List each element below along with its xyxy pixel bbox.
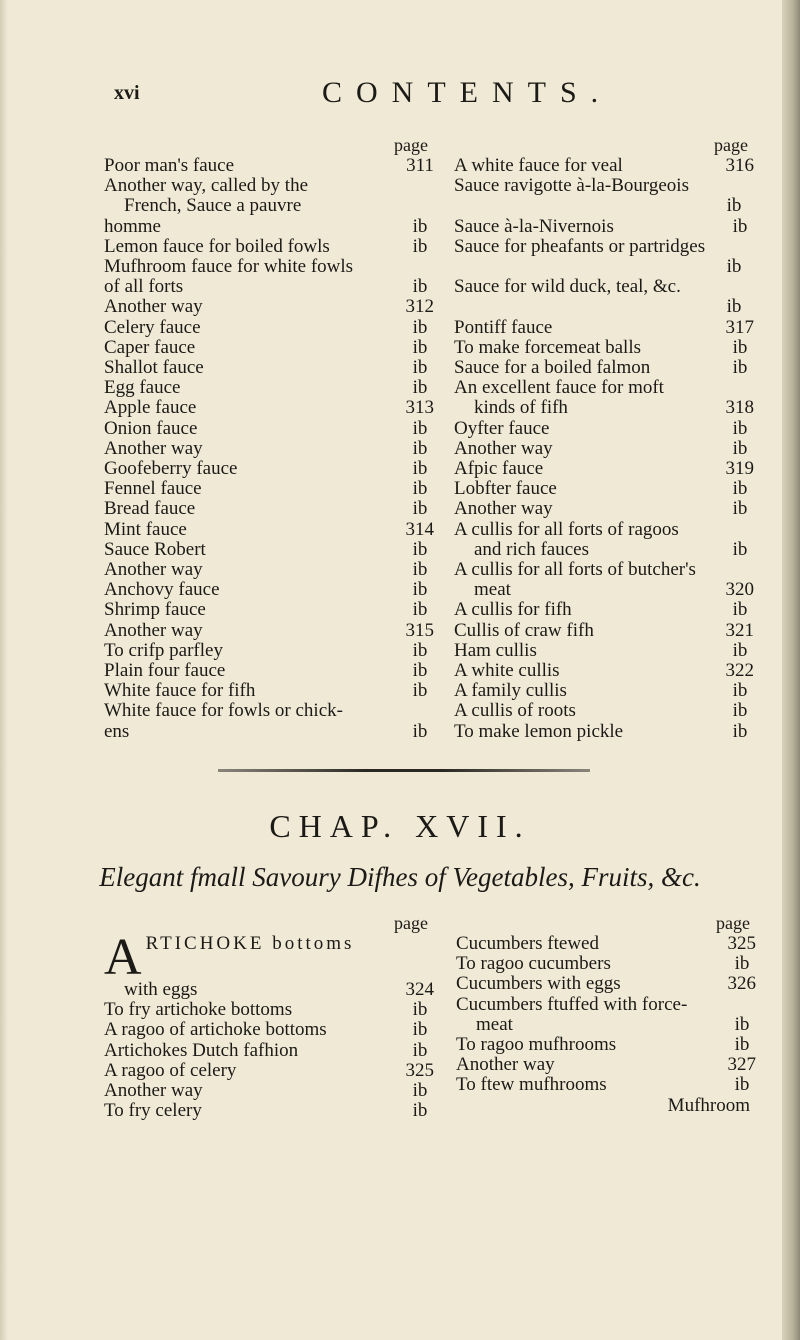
- entry-title: homme: [104, 215, 161, 237]
- entry-title: Shallot fauce: [104, 357, 204, 379]
- entry-title: Mint fauce: [104, 518, 187, 540]
- entry-title: Another way, called by the: [104, 175, 308, 197]
- contents-entry: [104, 196, 434, 216]
- contents-entry: [104, 520, 434, 540]
- contents-entry: [104, 479, 434, 499]
- contents-entry: [104, 217, 434, 237]
- entry-title: Onion fauce: [104, 417, 198, 439]
- entry-title: and rich fauces: [474, 538, 589, 560]
- running-head: CONTENTS.: [322, 76, 613, 109]
- contents-list: [104, 156, 434, 742]
- entry-page-ref: ib: [734, 1034, 750, 1056]
- entry-page-ref: 322: [725, 660, 754, 682]
- entry-title: A ragoo of artichoke bottoms: [104, 1019, 327, 1041]
- contents-entry: [104, 419, 434, 439]
- entry-title: A family cullis: [454, 680, 567, 702]
- entry-page-ref: ib: [412, 377, 428, 399]
- entry-title: Another way: [104, 296, 203, 318]
- contents-entry: [104, 661, 434, 681]
- entry-title: Another way: [104, 559, 203, 581]
- entry-title: To fry artichoke bottoms: [104, 999, 293, 1021]
- entry-page-ref: ib: [734, 1013, 750, 1035]
- entry-page-ref: [406, 701, 434, 721]
- entry-page-ref: 311: [406, 155, 434, 176]
- entry-page-ref: ib: [412, 478, 428, 500]
- entry-page-ref: 315: [405, 619, 434, 641]
- entry-title: White fauce for fifh: [104, 680, 256, 702]
- contents-entry: [454, 479, 754, 499]
- contents-entry: [454, 580, 754, 600]
- entry-page-ref: ib: [412, 579, 428, 601]
- contents-entry: [104, 378, 434, 398]
- entry-page-ref: ib: [412, 660, 428, 682]
- contents-entry: [104, 560, 434, 580]
- entry-title: Another way: [104, 437, 203, 459]
- contents-entry: [456, 1035, 756, 1055]
- entry-title: Apple fauce: [104, 397, 197, 419]
- entry-page-ref: ib: [412, 680, 428, 702]
- contents-entry: [104, 237, 434, 257]
- contents-entry: [454, 217, 754, 237]
- page-header: [0, 76, 800, 116]
- entry-title: To crifp parfley: [104, 639, 223, 661]
- entry-title: Another way: [456, 1054, 555, 1076]
- entry-page-ref: ib: [412, 357, 428, 379]
- entry-title: French, Sauce a pauvre: [124, 195, 302, 217]
- contents-entry: [454, 156, 754, 176]
- entry-title: RTICHOKE bottoms: [145, 933, 355, 954]
- entry-page-ref: ib: [732, 700, 748, 722]
- entry-title: Goofeberry fauce: [104, 458, 238, 480]
- entry-page-ref: [406, 257, 434, 277]
- page-column-heading: page: [394, 913, 428, 933]
- entry-page-ref: ib: [726, 296, 742, 318]
- contents-entry: [104, 297, 434, 317]
- contents-entry: [454, 661, 754, 681]
- entry-page-ref: ib: [732, 437, 748, 459]
- contents-entry: [454, 338, 754, 358]
- entry-title: Egg fauce: [104, 377, 181, 399]
- contents-entry: [456, 934, 756, 954]
- entry-title: Sauce for pheafants or partridges: [454, 235, 706, 257]
- entry-page-ref: ib: [726, 195, 742, 217]
- contents-entry: [104, 621, 434, 641]
- entry-page-ref: [726, 520, 754, 540]
- entry-page-ref: [726, 176, 754, 196]
- contents-entry: [104, 318, 434, 338]
- entry-page-ref: ib: [732, 680, 748, 702]
- entry-page-ref: ib: [732, 720, 748, 742]
- contents-entry: [104, 398, 434, 418]
- entry-page-ref: [726, 378, 754, 398]
- contents-list: [454, 156, 754, 742]
- contents-entry: [454, 257, 754, 277]
- contents-entry: [456, 1075, 756, 1095]
- contents-entry: [104, 156, 434, 176]
- contents-entry: [454, 459, 754, 479]
- contents-entry: [104, 459, 434, 479]
- contents-entry: [104, 1020, 434, 1040]
- contents-entry: [454, 297, 754, 317]
- entry-page-ref: 321: [725, 619, 754, 641]
- contents-list: [456, 934, 756, 1116]
- contents-entry: [454, 196, 754, 216]
- entry-title: Sauce Robert: [104, 538, 206, 560]
- entry-page-ref: ib: [412, 599, 428, 621]
- contents-entry: [104, 701, 434, 721]
- entry-page-ref: 327: [727, 1054, 756, 1076]
- entry-page-ref: ib: [732, 478, 748, 500]
- entry-title: Sauce à-la-Nivernois: [454, 215, 614, 237]
- entry-page-ref: [406, 176, 434, 196]
- entry-title: Artichokes Dutch fafhion: [104, 1039, 299, 1061]
- contents-entry: [104, 338, 434, 358]
- entry-title: Bread fauce: [104, 498, 196, 520]
- entry-page-ref: ib: [732, 357, 748, 379]
- contents-entry: [454, 560, 754, 580]
- contents-entry: [104, 980, 434, 1000]
- entry-title: Cucumbers ftewed: [456, 933, 599, 954]
- entry-title: Oyfter fauce: [454, 417, 550, 439]
- contents-entry: [454, 358, 754, 378]
- entry-title: White fauce for fowls or chick-: [104, 700, 343, 722]
- entry-title: A white fauce for veal: [454, 155, 623, 176]
- entry-title: A white cullis: [454, 660, 560, 682]
- entry-title: A cullis of roots: [454, 700, 576, 722]
- contents-entry: [454, 701, 754, 721]
- contents-list: [104, 980, 434, 1121]
- entry-page-ref: ib: [412, 215, 428, 237]
- contents-entry: [104, 1000, 434, 1020]
- entry-page-ref: 319: [725, 458, 754, 480]
- entry-page-ref: Mufhroom: [667, 1094, 750, 1116]
- contents-entry: [454, 540, 754, 560]
- entry-page-ref: 316: [725, 155, 754, 176]
- entry-page-ref: ib: [412, 1039, 428, 1061]
- entry-page-ref: ib: [412, 1019, 428, 1041]
- entry-title: Another way: [104, 1080, 203, 1102]
- contents-entry: [456, 1096, 756, 1116]
- contents-entry: [454, 722, 754, 742]
- entry-page-ref: [728, 995, 756, 1015]
- contents-entry: [454, 439, 754, 459]
- entry-page-ref: ib: [412, 417, 428, 439]
- entry-title: meat: [474, 579, 511, 601]
- entry-title: To ragoo mufhrooms: [456, 1034, 617, 1056]
- contents-entry: [104, 1101, 434, 1121]
- entry-page-ref: ib: [412, 437, 428, 459]
- entry-page-ref: ib: [412, 316, 428, 338]
- entry-page-ref: ib: [412, 538, 428, 560]
- entry-title: Another way: [454, 437, 553, 459]
- entry-page-ref: [406, 196, 434, 216]
- entry-title: Caper fauce: [104, 336, 196, 358]
- contents-entry: [104, 257, 434, 277]
- contents-bottom-left-column: [104, 914, 434, 1121]
- contents-entry: [456, 1015, 756, 1035]
- contents-entry: [454, 499, 754, 519]
- contents-entry: [456, 954, 756, 974]
- entry-page-ref: ib: [412, 1100, 428, 1122]
- entry-page-ref: ib: [732, 639, 748, 661]
- contents-entry: [454, 621, 754, 641]
- contents-entry: [104, 641, 434, 661]
- entry-page-ref: ib: [412, 458, 428, 480]
- entry-title: Another way: [454, 498, 553, 520]
- entry-page-ref: ib: [412, 336, 428, 358]
- entry-page-ref: 318: [725, 397, 754, 419]
- entry-page-ref: ib: [412, 1080, 428, 1102]
- entry-title: Sauce for wild duck, teal, &c.: [454, 276, 681, 298]
- contents-entry: [454, 681, 754, 701]
- entry-title: Lemon fauce for boiled fowls: [104, 235, 330, 257]
- entry-page-ref: ib: [412, 999, 428, 1021]
- entry-title: Afpic fauce: [454, 458, 544, 480]
- entry-title: Pontiff fauce: [454, 316, 553, 338]
- contents-entry: [104, 722, 434, 742]
- page-binding-edge: [782, 0, 800, 1340]
- entry-page-ref: ib: [732, 538, 748, 560]
- page-column-heading: page: [716, 913, 750, 933]
- contents-entry: [454, 277, 754, 297]
- entry-page-ref: 325: [405, 1059, 434, 1081]
- entry-title: A cullis for fifh: [454, 599, 572, 621]
- entry-page-ref: 325: [727, 933, 756, 954]
- contents-entry: [454, 237, 754, 257]
- contents-entry: [104, 580, 434, 600]
- entry-title: kinds of fifh: [474, 397, 568, 419]
- contents-entry: [454, 600, 754, 620]
- entry-page-ref: ib: [726, 256, 742, 278]
- section-divider-rule: [218, 769, 590, 772]
- contents-entry: [456, 995, 756, 1015]
- contents-top-left-column: [104, 136, 434, 742]
- entry-title: To make lemon pickle: [454, 720, 624, 742]
- chapter-title: CHAP. XVII.: [269, 808, 531, 844]
- entry-title: Fennel fauce: [104, 478, 202, 500]
- contents-entry: [454, 520, 754, 540]
- entry-title: To ftew mufhrooms: [456, 1074, 607, 1096]
- entry-page-ref: ib: [732, 599, 748, 621]
- entry-title: of all forts: [104, 276, 184, 298]
- entry-page-ref: ib: [412, 720, 428, 742]
- contents-entry: [104, 1081, 434, 1101]
- entry-page-ref: 320: [725, 579, 754, 601]
- entry-title: A cullis for all forts of butcher's: [454, 559, 696, 581]
- page-column-heading: page: [714, 135, 748, 155]
- contents-entry: [104, 600, 434, 620]
- entry-title: meat: [476, 1013, 513, 1035]
- contents-entry: [456, 1055, 756, 1075]
- entry-title: Another way: [104, 619, 203, 641]
- chapter-subtitle: Elegant fmall Savoury Difhes of Vegetables, Fruits, &c.: [99, 862, 701, 892]
- page-number: xvi: [114, 82, 140, 104]
- contents-entry: [454, 641, 754, 661]
- entry-page-ref: ib: [734, 1074, 750, 1096]
- contents-entry: [104, 439, 434, 459]
- entry-title: Lobfter fauce: [454, 478, 557, 500]
- entry-page-ref: [726, 237, 754, 257]
- contents-bottom-right-column: [456, 914, 756, 1116]
- entry-page-ref: 312: [405, 296, 434, 318]
- entry-page-ref: 313: [405, 397, 434, 419]
- entry-page-ref: ib: [412, 235, 428, 257]
- contents-entry: [454, 318, 754, 338]
- entry-title: Ham cullis: [454, 639, 537, 661]
- entry-title: ens: [104, 720, 130, 742]
- entry-title: To ragoo cucumbers: [456, 953, 611, 975]
- entry-title: To make forcemeat balls: [454, 336, 642, 358]
- entry-page-ref: 326: [727, 973, 756, 995]
- page-column-heading: page: [394, 135, 428, 155]
- entry-title: Anchovy fauce: [104, 579, 220, 601]
- entry-page-ref: ib: [732, 498, 748, 520]
- entry-page-ref: ib: [412, 559, 428, 581]
- entry-title: Celery fauce: [104, 316, 201, 338]
- contents-entry: [104, 277, 434, 297]
- entry-title: To fry celery: [104, 1100, 202, 1122]
- contents-entry: [104, 176, 434, 196]
- contents-entry: [454, 398, 754, 418]
- entry-title: Sauce for a boiled falmon: [454, 357, 651, 379]
- entry-page-ref: ib: [734, 953, 750, 975]
- entry-page-ref: [726, 277, 754, 297]
- entry-page-ref: ib: [412, 276, 428, 298]
- drop-cap: A: [104, 929, 142, 986]
- entry-page-ref: 314: [405, 518, 434, 540]
- page-left-edge: [0, 0, 8, 1340]
- first-entry: [104, 929, 434, 986]
- entry-title: Shrimp fauce: [104, 599, 206, 621]
- entry-title: A cullis for all forts of ragoos: [454, 518, 679, 540]
- contents-entry: [454, 378, 754, 398]
- contents-entry: [104, 499, 434, 519]
- contents-entry: [104, 681, 434, 701]
- entry-title: Poor man's fauce: [104, 155, 235, 176]
- entry-page-ref: ib: [412, 498, 428, 520]
- entry-page-ref: ib: [412, 639, 428, 661]
- contents-entry: [104, 358, 434, 378]
- contents-entry: [104, 540, 434, 560]
- entry-title: An excellent fauce for moft: [454, 377, 664, 399]
- entry-page-ref: ib: [732, 215, 748, 237]
- entry-title: Mufhroom fauce for white fowls: [104, 256, 354, 278]
- contents-entry: [454, 176, 754, 196]
- entry-title: Plain four fauce: [104, 660, 226, 682]
- contents-entry: [456, 974, 756, 994]
- entry-title: Sauce ravigotte à-la-Bourgeois: [454, 175, 689, 197]
- contents-entry: [104, 1041, 434, 1061]
- entry-page-ref: ib: [732, 417, 748, 439]
- entry-title: Cullis of craw fifh: [454, 619, 594, 641]
- entry-title: A ragoo of celery: [104, 1059, 237, 1081]
- entry-page-ref: ib: [732, 336, 748, 358]
- entry-page-ref: [726, 560, 754, 580]
- entry-title: with eggs: [124, 979, 198, 1000]
- contents-top-right-column: [454, 136, 754, 742]
- entry-page-ref: 317: [725, 316, 754, 338]
- entry-page-ref: 324: [405, 979, 434, 1000]
- contents-entry: [454, 419, 754, 439]
- entry-title: Cucumbers ftuffed with force-: [456, 993, 688, 1015]
- contents-entry: [104, 1061, 434, 1081]
- entry-title: Cucumbers with eggs: [456, 973, 621, 995]
